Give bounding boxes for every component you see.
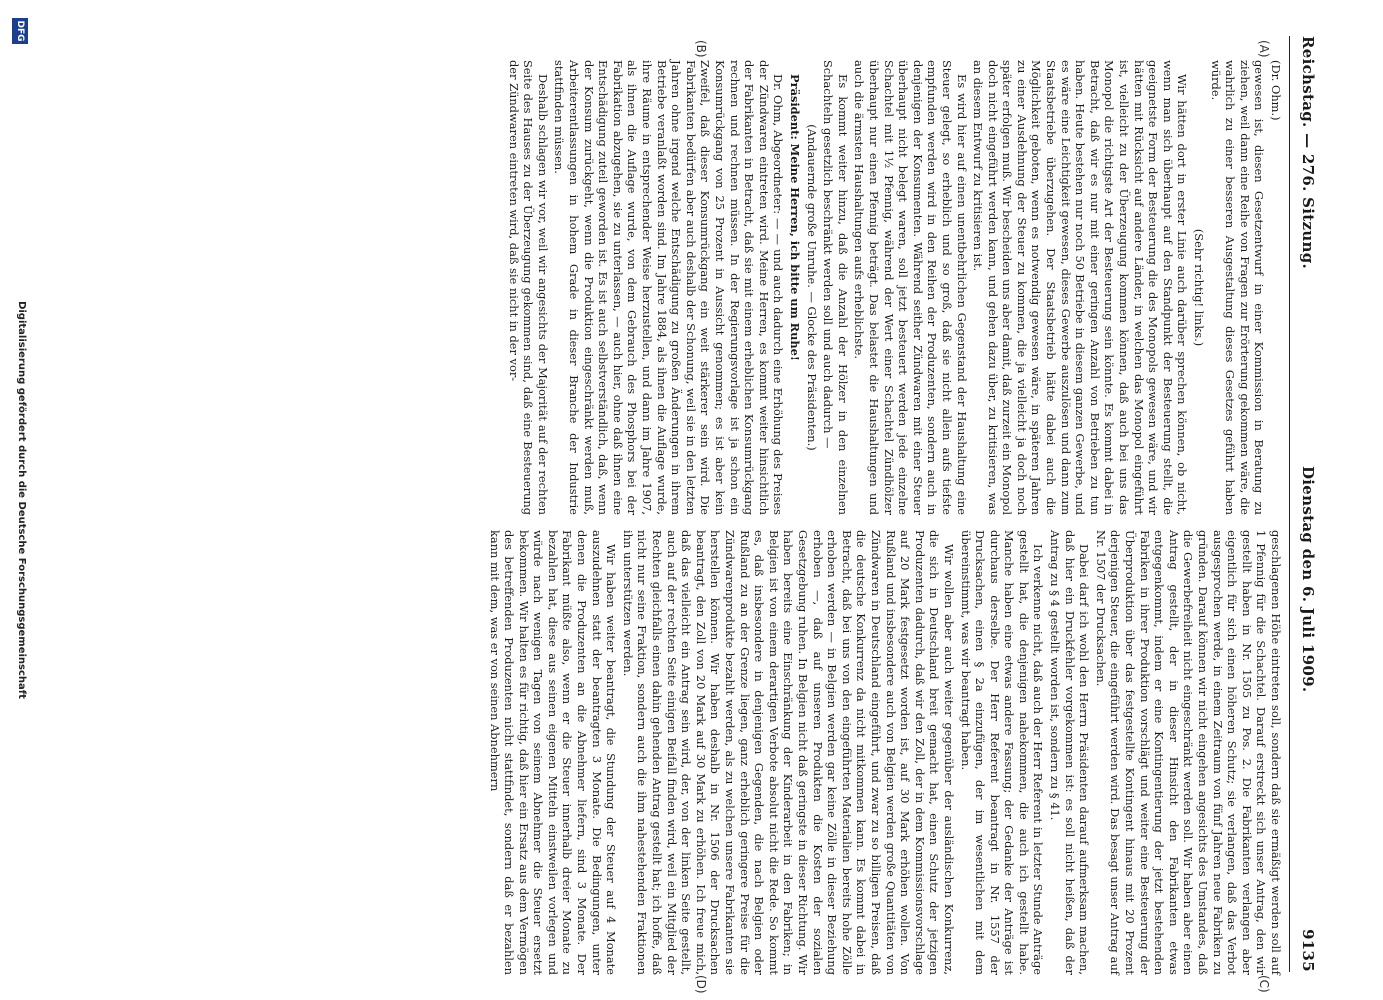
paragraph: Wir wollen aber auch weiter gegenüber der ausländischen Konkurrenz, die sich in Deutschland breit gemacht hat, einen Schutz der jetzigen Produzenten dadurch, daß wir den Zoll, der in dem Kommissionsvorschlage auf 20 Mark festgesetzt worden ist, auf 30 Mark erhöhen wollen. Von Rußland und insbesondere auch von Belgien werden große Quantitäten von Zündwaren in Deutschland eingeführt, und zwar zu so billigen Preisen, daß die deutsche Konkurrenz da nicht mitkommen kann. Es kommt dabei in Betracht, daß bei uns von den eingeführten Materialien bereits hohe Zölle erhoben werden — in Belgien werden gar keine Zölle in dieser Beziehung erhoben —, daß auf unseren Produkten die Kosten der sozialen Gesetzgebung ruhen. In Belgien nicht daß geringste in dieser Richtung. Wir haben bereits eine Einschränkung der Kinderarbeit in den Fabriken; in Belgien ist von einem derartigen Verbote absolut nicht die Rede. So kommt es, daß insbesondere in denjenigen Gegenden, die nach Belgien oder Rußland zu an der Grenze liegen, ganz erheblich geringere Preise für die Zündwarenprodukte bezahlt werden, als zu welchen unsere Fabrikanten sie herstellen können. Wir haben deshalb in Nr. 1506 der Drucksachen beantragt, den Zoll von 20 Mark auf 30 Mark zu erhöhen. Ich freue mich, daß das vielleicht ein Antrag sein wird, der, von der linken Seite gestellt, auch auf der rechten Seite einigen Beifall finden wird, weil ein Mitglied der Rechten gleichfalls einen dahin gehenden Antrag gestellt hat; ich hoffe, daß nicht nur seine Fraktion, sondern auch die ihm nahestehenden Fraktionen ihn unterstützen werden. bbox=[620, 530, 956, 975]
dfg-logo: DFG bbox=[12, 18, 28, 44]
margin-marker-d: (D) bbox=[694, 975, 708, 994]
interjection: (Andauernde große Unruhe. — Glocke des Präsidenten.) bbox=[804, 124, 819, 451]
margin-marker-a: (A) bbox=[1257, 40, 1271, 58]
paragraph: geschlagenen Höhe eintreten soll, sondern daß sie ermäßigt werden soll auf 1 Pfennig für die Schachtel. Darauf erstreckt sich unser Antrag, den wir gestellt haben in Nr. 1505 zu Pos. 2. Die Fabrikanten verlangen aber eigentlich für sich einen höheren Schutz; sie verlangen, daß das Verbot ausgesprochen werde, in einem Zeitraum von fünf Jahren neue Fabriken zu gründen. Darauf können wir nicht eingehen angesichts des Umstandes, daß die Gewerbefreiheit nicht eingeschränkt werden soll. Wir haben aber einen Antrag gestellt, der in dieser Hinsicht den Fabrikanten etwas entgegenkommt, indem er eine Kontingentierung der jetzt bestehenden Fabriken in ihrer Produktion vorschlägt und weiter eine Besteuerung der Überproduktion über das festgestellte Kontingent hinaus mit 20 Prozent derjenigen Steuer, die eingeführt werden wird. Das besagt unser Antrag auf Nr. 1507 der Drucksachen. bbox=[1093, 530, 1283, 975]
paragraph: Es kommt weiter hinzu, daß die Anzahl der Hölzer in den einzelnen Schachteln gesetzlich beschränkt werden soll und auch dadurch — bbox=[821, 60, 850, 515]
paragraph: gewesen ist, diesen Gesetzentwurf in einer Kommission in Beratung zu ziehen, weil dann eine Reihe von Fragen zur Erörterung gekommen wäre, die wahrlich zu einer besseren Ausgestaltung dieses Gesetzes geführt haben würde. bbox=[1208, 60, 1267, 515]
paragraph: Dabei darf ich wohl den Herrn Präsidenten darauf aufmerksam machen, daß hier ein Druckfehler vorgekommen ist: es soll nicht heißen, daß der Antrag zu § 4 gestellt worden ist, sondern zu § 41. bbox=[1048, 530, 1092, 975]
paragraph: Wir hätten dort in erster Linie auch darüber sprechen können, ob nicht, wenn man sich überhaupt auf den Standpunkt der Besteuerung stellt, die geeignetste Form der Besteuerung die des Monopols gewesen wäre, und wir hätten mit Rücksicht auf andere Länder, in welchen das Monopol eingeführt ist, vielleicht zu der Überzeugung kommen können, daß auch bei uns das Monopol die richtigste Art der Besteuerung sein könnte. Es kommt dabei in Betracht, daß wir es nur mit einer geringen Anzahl von Betrieben zu tun haben. Heute bestehen nur noch 50 Betriebe in diesem ganzen Gewerbe, und es wäre eine Leichtigkeit gewesen, dieses Gewerbe auszulösen und dann zum Staatsbetriebe überzugehen. Der Staatsbetrieb hätte dabei auch die Möglichkeit geboten, wenn es notwendig gewesen wäre, in späteren Jahren zu einer Ausdehnung der Steuer zu kommen, die ja vielleicht ja doch noch später erfolgen muß. Wir bescheiden uns aber damit, daß zurzeit ein Monopol doch nicht eingeführt werden kann, und gehen dazu über, zu kritisieren, was an diesem Entwurf zu kritisieren ist. bbox=[971, 60, 1190, 515]
interjection: (Sehr richtig! links.) bbox=[1192, 228, 1207, 347]
paragraph: Es wird hier auf einen unentbehrlichen Gegenstand der Haushaltung eine Steuer gelegt, so erheblich und so groß, daß sie nicht allein aufs tiefste empfunden werden wird in den Reihen der Produzenten, sondern auch in denjenigen der Konsumenten. Während seither Zündwaren mit einer Steuer überhaupt nicht belegt waren, soll jetzt besteuert werden jede einzelne Schachtel mit 1½ Pfennig, während der Wert einer Schachtel Zündhölzer überhaupt nur einen Pfennig beträgt. Das belastet die Haushaltungen und auch die ärmsten Haushaltungen aufs erheblichste. bbox=[852, 60, 969, 515]
header-date: Dienstag den 6. Juli 1909. bbox=[1299, 466, 1317, 693]
speaker-reference: (Dr. Ohm.) bbox=[1269, 60, 1283, 121]
page-header bbox=[1289, 36, 1323, 972]
president-remark: Präsident: Meine Herren, ich bitte um Ruhe! bbox=[788, 74, 802, 361]
left-column bbox=[504, 60, 1283, 515]
header-session: Reichstag. — 276. Sitzung. bbox=[1299, 36, 1317, 270]
paragraph: Deshalb schlagen wir vor, weil wir angesichts der Majorität auf der rechten Seite des Hauses zu der Überzeugung gekommen sind, daß eine Besteuerung der Zündwaren eintreten wird, daß sie nicht in der vor- bbox=[506, 60, 550, 515]
paragraph: Ich verkenne nicht, daß auch der Herr Referent in letzter Stunde Anträge gestellt hat, die denjenigen nahekommen, die auch ich gestellt habe. Manche haben eine etwas andere Fassung; der Gedanke der Anträge ist durchaus derselbe. Der Herr Referent beantragt in Nr. 1557 der Drucksachen, einen § 2a einzufügen, der im wesentlichen mit dem übereinstimmt, was wir beantragt haben. bbox=[958, 530, 1046, 975]
header-rule bbox=[1289, 36, 1290, 972]
paragraph: Dr. Ohm, Abgeordneter: — — und auch dadurch eine Erhöhung des Preises der Zündwaren eintreten wird. Meine Herren, es kommt weiter hinsichtlich der Fabrikanten in Betracht, daß sie mit einem erheblichen Konsumrückgang rechnen und rechnen müssen. In der Regierungsvorlage ist ja schon ein Konsumrückgang von 25 Prozent in Aussicht genommen; es ist aber kein Zweifel, daß dieser Konsumrückgang ein weit stärkerer sein wird. Die Fabrikanten bedürfen aber auch deshalb der Schonung, weil sie in den letzten Jahren ohne irgend welche Entschädigung zu großen Änderungen in ihrem Betriebe veranlaßt worden sind. Im Jahre 1884, als ihnen die Auflage wurde, ihre Räume in entsprechender Weise herzustellen, und dann im Jahre 1907, als ihnen die Auflage wurde, von dem Gebrauch des Phosphors bei der Fabrikation abzugehen, sie zu unterlassen, — auch hier, ohne daß ihnen eine Entschädigung zuteil geworden ist. Es ist auch selbstverständlich, daß, wenn der Konsum zurückgeht, wenn die Produktion eingeschränkt werden muß, Arbeiterentlassungen in hohem Grade in dieser Branche der Industrie stattfinden müssen. bbox=[552, 60, 786, 515]
page-number: 9135 bbox=[1299, 929, 1317, 972]
paragraph: Wir haben weiter beantragt, die Stundung der Steuer auf 4 Monate auszudehnen statt der beantragten 3 Monate. Die Bedingungen, unter denen die Produzenten an die Abnehmer liefern, sind 3 Monate. Der Fabrikant müßte also, wenn er die Steuer innerhalb dreier Monate zu bezahlen hat, diese aus seinen eigenen Mitteln einstweilen vorlegen und würde nach wenigen Tagen von seinem Abnehmer die Steuer ersetzt bekommen. Wir halten es für richtig, daß hier ein Ersatz aus dem Vermögen des betreffenden Produzenten nicht stattfindet, sondern daß er bezahlen kann mit dem, was er von seinen Abnehmern bbox=[487, 530, 619, 975]
margin-marker-b: (B) bbox=[694, 40, 708, 58]
digitization-credit: Digitalisierung gefördert durch die Deutsche Forschungsgemeinschaft bbox=[16, 301, 27, 699]
margin-marker-c: (C) bbox=[1257, 975, 1271, 993]
right-column bbox=[485, 530, 1283, 975]
